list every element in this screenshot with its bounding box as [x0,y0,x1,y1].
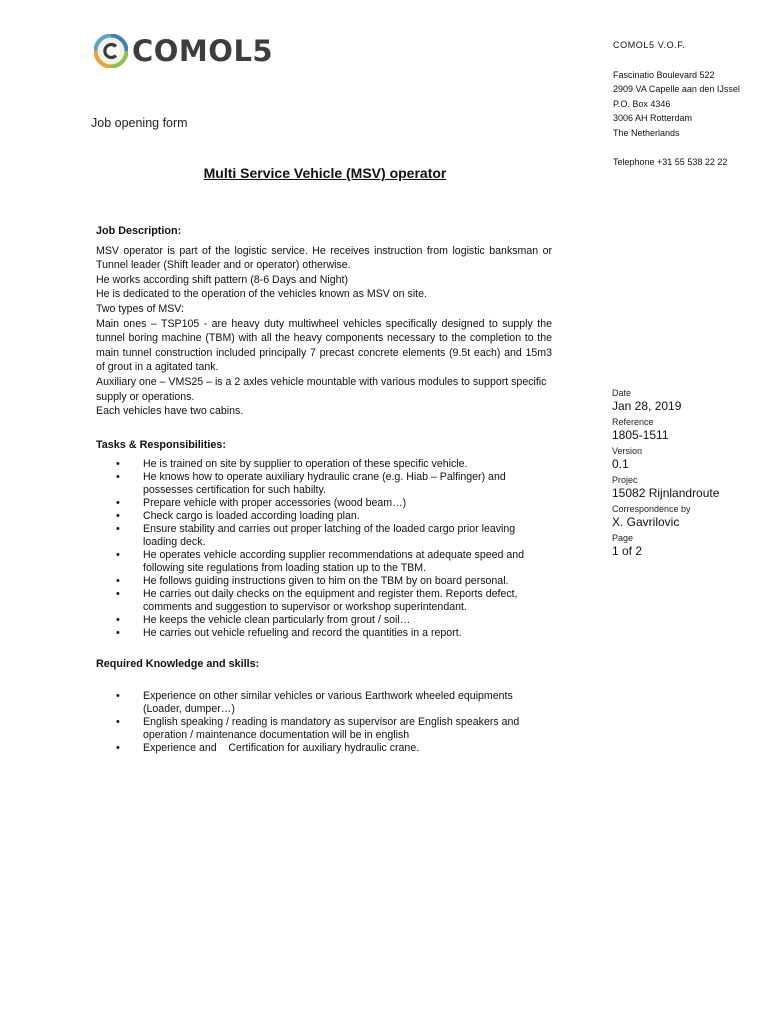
address-line: Fascinatio Boulevard 522 [613,69,715,80]
document-meta [612,388,762,562]
address-line: P.O. Box 4346 [613,98,671,109]
skill-item: • English speaking / reading is mandatory as supervisor are English speakers and operation / maintenance documentation will be in english [96,716,552,742]
reference-value: 1805-1511 [612,428,669,442]
task-item: • Ensure stability and carries out proper latching of the loaded cargo prior leaving loading deck. [96,523,552,549]
address-line: 3006 AH Rotterdam [613,113,693,124]
description-paragraph: He is dedicated to the operation of the vehicles known as MSV on site. [96,288,427,301]
tasks-list [96,458,552,640]
correspondence-label: Correspondence by [612,504,691,514]
task-item: • Prepare vehicle with proper accessories (wood beam…) [96,497,552,510]
description-paragraph: Auxiliary one – VMS25 – is a 2 axles vehicle mountable with various modules to support specific supply or operations. [96,375,547,403]
form-label: Job opening form [91,116,188,130]
task-item: • He keeps the vehicle clean particularly from grout / soil… [96,614,552,627]
company-telephone: Telephone +31 55 538 22 22 [613,156,728,167]
logo-ring-icon [94,34,128,68]
task-item: • He is trained on site by supplier to operation of these specific vehicle. [96,458,552,471]
task-item: • He knows how to operate auxiliary hydraulic crane (e.g. Hiab – Palfinger) and possesses certification for such habilty. [96,471,552,497]
page-value: 1 of 2 [612,544,643,558]
skills-list [96,690,552,755]
skills-heading: Required Knowledge and skills: [96,658,260,671]
version-value: 0.1 [612,457,629,471]
tasks-heading: Tasks & Responsibilities: [96,438,227,451]
task-item: • He follows guiding instructions given to him on the TBM by on board personal. [96,575,552,588]
date-value: Jan 28, 2019 [612,399,682,413]
page-label: Page [612,533,634,543]
company-name: COMOL5 V.O.F. [613,40,686,50]
skill-item: • Experience on other similar vehicles or various Earthwork wheeled equipments (Loader, dumper…) [96,690,552,716]
company-logo [94,32,273,70]
address-line: 2909 VA Capelle aan den IJssel [613,84,740,95]
task-item: • He carries out vehicle refueling and record the quantities in a report. [96,627,552,640]
correspondence-value: X. Gavrilovic [612,515,680,529]
reference-label: Reference [612,417,654,427]
job-content [96,224,552,755]
task-item: • Check cargo is loaded according loading plan. [96,510,552,523]
date-label: Date [612,388,632,398]
company-address-block [613,38,763,169]
job-title: Multi Service Vehicle (MSV) operator [203,165,447,181]
version-label: Version [612,446,643,456]
project-label: Projec [612,475,638,485]
logo-wordmark: COMOL5 [132,34,274,68]
description-paragraph: Each vehicles have two cabins. [96,405,244,418]
description-paragraph: He works according shift pattern (8-6 Days and Night) [96,273,349,286]
task-item: • He carries out daily checks on the equipment and register them. Reports defect, comments and suggestion to supervisor or workshop superintendant. [96,588,552,614]
address-line: The Netherlands [613,127,680,138]
job-description [96,244,552,419]
job-description-heading: Job Description: [96,225,182,237]
description-paragraph: Main ones – TSP105 - are heavy duty multiwheel vehicles specifically designed to supply the tunnel boring machine (TBM) with all the heavy components necessary to the completion to the main tunnel construction included principally 7 precast concrete elements (9.5t each) and 15m3 of grout in a agitated tank. [96,317,552,374]
skill-item: • Experience and Certification for auxiliary hydraulic crane. [96,742,552,755]
description-paragraph: Two types of MSV: [96,302,184,315]
task-item: • He operates vehicle according supplier recommendations at adequate speed and following site regulations from loading station up to the TBM. [96,549,552,575]
project-value: 15082 Rijnlandroute [612,486,720,500]
description-paragraph: MSV operator is part of the logistic service. He receives instruction from logistic banksman or Tunnel leader (Shift leader and or operator) otherwise. [96,244,552,272]
